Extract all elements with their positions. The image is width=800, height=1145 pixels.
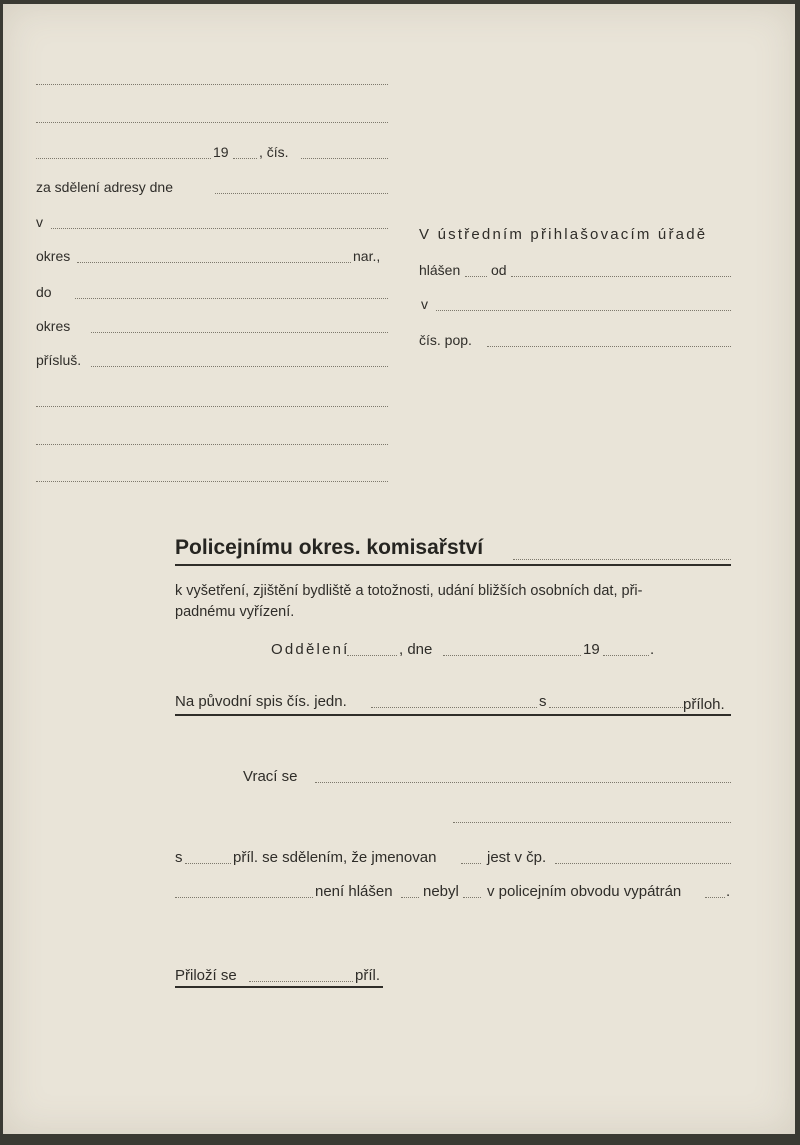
blank-line xyxy=(371,707,537,708)
blank-line xyxy=(705,897,725,898)
department-label: Oddělení xyxy=(271,641,350,658)
blank-line xyxy=(603,655,649,656)
was-not-label: nebyl xyxy=(423,883,459,900)
attachments-label: příloh. xyxy=(683,696,725,713)
purpose-line-1: k vyšetření, zjištění bydliště a totožnosti, udání bližších osobních dat, při- xyxy=(175,583,643,599)
blank-line xyxy=(301,158,388,159)
house-number-label: čís. pop. xyxy=(419,332,472,348)
document-sheet xyxy=(3,4,795,1134)
number-label: , čís. xyxy=(259,144,289,160)
blank-line xyxy=(36,444,388,445)
blank-line xyxy=(453,822,731,823)
v-label-right: v xyxy=(421,296,428,312)
blank-line xyxy=(36,158,211,159)
blank-line xyxy=(465,276,487,277)
v-label: v xyxy=(36,214,43,230)
file-underline xyxy=(175,714,731,716)
blank-line xyxy=(36,84,388,85)
blank-line xyxy=(401,897,419,898)
attached-underline xyxy=(175,986,383,988)
blank-line xyxy=(77,262,351,263)
blank-line xyxy=(249,981,353,982)
okres-label: okres xyxy=(36,248,71,264)
blank-line xyxy=(549,707,683,708)
heading-underline xyxy=(175,564,731,566)
blank-line xyxy=(443,655,581,656)
note-label: příl. se sdělením, že jmenovan xyxy=(233,849,437,866)
date-label: , dne xyxy=(399,641,433,658)
blank-line xyxy=(233,158,257,159)
blank-line xyxy=(347,655,397,656)
do-label: do xyxy=(36,284,52,300)
blank-line xyxy=(36,481,388,482)
blank-line xyxy=(175,897,313,898)
registered-label: hlášen xyxy=(419,262,461,278)
blank-line xyxy=(36,122,388,123)
s2-label: s xyxy=(175,849,183,866)
address-notice-label: za sdělení adresy dne xyxy=(36,179,173,195)
blank-line xyxy=(487,346,731,347)
okres2-label: okres xyxy=(36,318,71,334)
blank-line xyxy=(75,298,388,299)
blank-line xyxy=(91,332,388,333)
year-label: 19 xyxy=(583,641,600,658)
attached-suffix: příl. xyxy=(355,967,381,984)
blank-line xyxy=(436,310,731,311)
blank-line xyxy=(215,193,388,194)
blank-line xyxy=(185,863,231,864)
blank-line xyxy=(555,863,731,864)
s-label: s xyxy=(539,693,547,710)
returned-label: Vrací se xyxy=(243,768,298,785)
blank-line xyxy=(461,863,481,864)
year-dot: . xyxy=(650,641,655,658)
od-label: od xyxy=(491,262,507,278)
blank-line xyxy=(51,228,388,229)
original-file-label: Na původní spis čís. jedn. xyxy=(175,693,347,710)
born-label: nar., xyxy=(353,248,381,264)
blank-line xyxy=(513,559,731,560)
heading-police-office: Policejnímu okres. komisařství xyxy=(175,536,484,559)
prislus-label: přísluš. xyxy=(36,352,82,368)
attached-label: Přiloží se xyxy=(175,967,237,984)
blank-line xyxy=(511,276,731,277)
blank-line xyxy=(36,406,388,407)
police-district-label: v policejním obvodu vypátrán xyxy=(487,883,682,900)
is-in-label: jest v čp. xyxy=(487,849,547,866)
purpose-line-2: padnému vyřízení. xyxy=(175,604,295,620)
blank-line xyxy=(91,366,388,367)
not-registered-label: není hlášen xyxy=(315,883,393,900)
blank-line xyxy=(315,782,731,783)
office-title: V ústředním přihlašovacím úřadě xyxy=(419,226,708,243)
year-prefix: 19 xyxy=(213,144,229,160)
end-dot: . xyxy=(726,883,731,900)
blank-line xyxy=(463,897,481,898)
